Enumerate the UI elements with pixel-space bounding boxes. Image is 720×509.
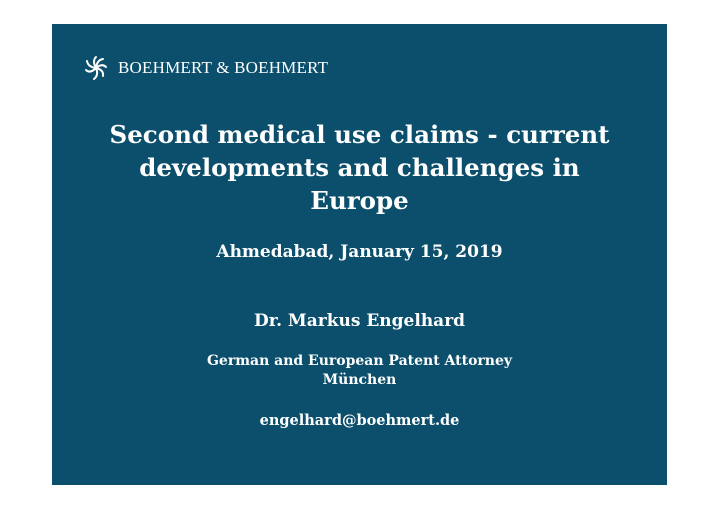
- title-slide: [52, 24, 667, 485]
- title-line-1: Second medical use claims - current: [109, 120, 610, 149]
- role-line-2: München: [322, 372, 397, 388]
- title-line-2: developments and challenges in: [139, 153, 580, 182]
- company-name: BOEHMERT & BOEHMERT: [118, 58, 329, 77]
- author-name: Dr. Markus Engelhard: [253, 311, 466, 331]
- title-line-3: Europe: [310, 186, 409, 215]
- role-line-1: German and European Patent Attorney: [206, 353, 513, 369]
- company-logo: [82, 54, 328, 82]
- flower-icon: [82, 54, 110, 82]
- author-role: [52, 352, 667, 390]
- author-email: engelhard@boehmert.de: [259, 412, 460, 429]
- event-location-date: Ahmedabad, January 15, 2019: [216, 242, 503, 262]
- slide-title: [52, 118, 667, 217]
